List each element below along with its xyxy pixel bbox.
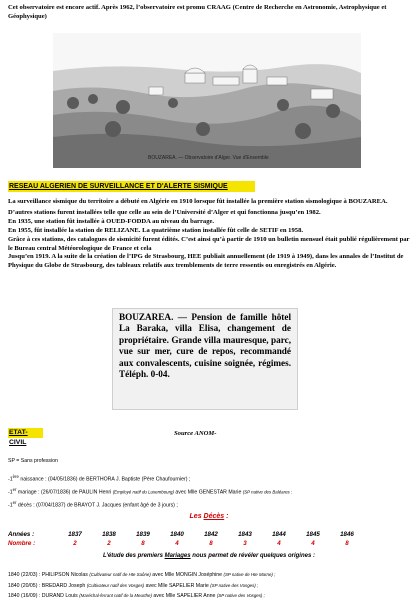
year-cell: 1839 (136, 531, 150, 538)
section-title-etat-civil: ETAT-CIVIL (8, 428, 43, 438)
photo-caption: BOUZAREA. — Observatoire d'Alger. Vue d'Ensemble (148, 155, 269, 161)
year-cell: 1845 (306, 531, 320, 538)
intro-text: Cet observatoire est encore actif. Après 1962, l’observatoire est promu CRAAG (Centre de Recherche en Astronomie, Astrophysique et Géophysique) (8, 4, 387, 20)
count-cell: 8 (345, 540, 349, 547)
deces-table (8, 530, 364, 548)
count-cell: 8 (141, 540, 145, 547)
newspaper-clipping (112, 308, 298, 410)
years-row (8, 530, 364, 539)
marriages-intro: L’étude des premiers Mariages nous permet de révéler quelques origines : (103, 553, 315, 559)
clipping-text: BOUZAREA. — Pension de famille hôtel La Baraka, villa Elisa, changement de propriétaire. Grande villa mauresque, parc, vue sur mer, cure de repos, recommandé aux convalescents, cuisine soignée, régimes. Téléph. 0-04. (119, 312, 291, 380)
marriage-row: 1840 (22/03) : PHILIPSON Nicolas (Cultivateur natif de Hte Saône) avec Mlle MONGIN Joséphine (SP native de Hte Marne) ; (8, 572, 276, 578)
count-cell: 3 (243, 540, 247, 547)
marriages-list (8, 570, 413, 602)
year-cell: 1843 (238, 531, 252, 538)
first-birth: -1ère naissance : (04/05/1836) de BERTHORA J. Baptiste (Père Chaufournier) ; (8, 474, 191, 483)
count-cell: 8 (209, 540, 213, 547)
marriage-row: 1840 (20/05) : BREDARD Joseph (Cultivateur natif des Vosges) avec Mlle SAPELIER Marie (SP native des Vosges) ; (8, 582, 259, 589)
count-cell: 2 (107, 540, 111, 547)
first-events-list (8, 472, 413, 512)
observatory-photo (53, 33, 361, 168)
deces-heading: Les Décès : (189, 513, 229, 520)
seismic-paragraph: La surveillance sismique du territoire a débuté en Algérie en 1910 lorsque fût installée la première station sismologique à BOUZAREA. (8, 198, 388, 205)
years-label: Années : (8, 531, 35, 538)
count-cell: 4 (311, 540, 315, 547)
year-cell: 1837 (68, 531, 82, 538)
first-marriage: -1er mariage : (26/07/1836) de PAULIN Henri (Employé natif du Luxembourg) avec Mlle GENESTAR Marie (SP native des Baléares : (8, 487, 293, 496)
count-cell: 2 (73, 540, 77, 547)
year-cell: 1840 (170, 531, 184, 538)
observatory-image (53, 33, 361, 168)
seismic-paragraph: Jusqu’en 1919. A la suite de la création de l’IPG de Strasbourg, HEE publiait annuellement (de 1919 à 1949), dans les annales de l’Institut de Physique du Globe de Strasbourg, des tableaux relatifs aux tremblements de terre ressentis ou enregistrés en Algérie. (8, 253, 404, 270)
first-death: -1er décès : (07/04/1837) de BRAYOT J. Jacques (enfant âgé de 3 jours) ; (8, 500, 178, 510)
count-cell: 4 (277, 540, 281, 547)
seismic-paragraph: En 1935, une station fût installée à OUED-FODDA au niveau du barrage. (8, 217, 215, 225)
seismic-paragraph: D’autres stations furent installées telle que celle au sein de l’Université d’Alger et qui fonctionna jusqu’en 1982. (8, 208, 321, 216)
section-title-seismic: RESEAU ALGERIEN DE SURVEILLANCE ET D'ALERTE SISMIQUE (8, 181, 255, 192)
seismic-paragraph: Grâce à ces stations, des catalogues de sismicité furent édités. C’est ainsi qu’à partir de 1910 un bulletin mensuel était publié régulièrement par le Bureau central Météorologique de France et cela (8, 235, 410, 252)
counts-label: Nombre : (8, 540, 36, 547)
seismic-paragraph: En 1955, fût installée la station de RELIZANE. La quatrième station installée fût celle de SETIF en 1958. (8, 226, 304, 234)
counts-row (8, 539, 364, 548)
year-cell: 1844 (272, 531, 286, 538)
count-cell: 4 (175, 540, 179, 547)
marriage-row: 1840 (16/09) : DURAND Louis (Maréchal-ferrant natif de la Meurthe) avec Mlle SAPELIER Anne (SP native des Vosges) ; (8, 593, 265, 600)
year-cell: 1842 (204, 531, 218, 538)
year-cell: 1846 (340, 531, 354, 538)
sp-note: SP = Sans profession (8, 458, 58, 464)
source-label: Source ANOM- (174, 430, 217, 437)
year-cell: 1838 (102, 531, 116, 538)
seismic-text (8, 198, 410, 271)
